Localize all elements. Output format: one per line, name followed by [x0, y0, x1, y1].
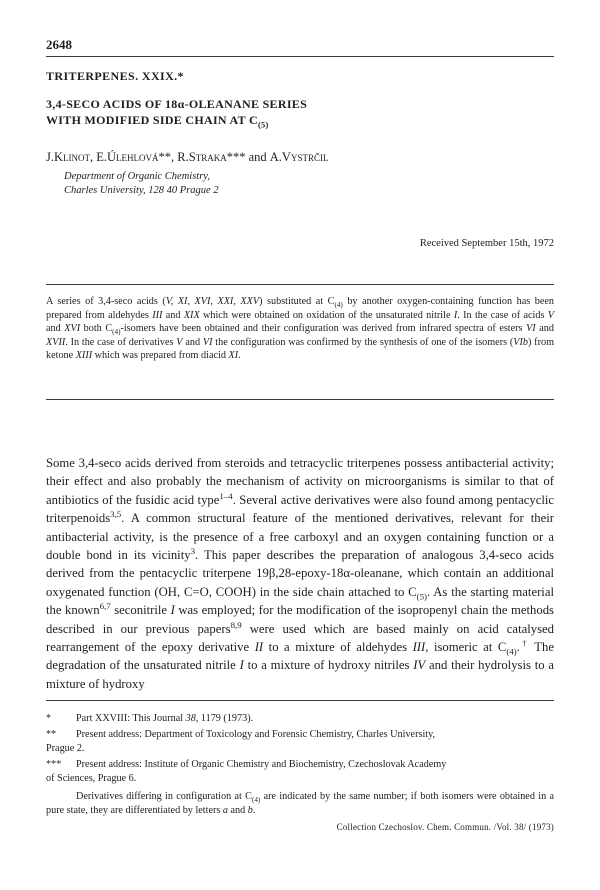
title-line-2: WITH MODIFIED SIDE CHAIN AT C	[46, 113, 258, 127]
author-4: A.Vystrčil	[269, 150, 329, 164]
footnote-2: ** Present address: Department of Toxicology and Forensic Chemistry, Charles University, Prague 2.	[46, 729, 436, 754]
journal-citation: Collection Czechoslov. Chem. Commun. /Vol. 38/ (1973)	[336, 822, 554, 832]
affiliation	[64, 170, 219, 198]
footnote-3: *** Present address: Institute of Organic Chemistry and Biochemistry, Czechoslovak Academy of Sciences, Prague 6.	[46, 759, 447, 784]
body-text	[46, 454, 554, 693]
body-paragraph: Some 3,4-seco acids derived from steroids and tetracyclic triterpenes possess antibacterial activity; their effect and also probably the mechanism of activity on microorganisms is similar to that of antibiotics of the fusidic acid type$^{1-4}$. Several active derivatives were also found among pentacyclic triterpenoids$^{3,5}$. A common structural feature of the mentioned derivatives, relevant for their antibacterial activity, is the presence of a free carboxyl and an oxygen containing function or a double bond in its vicinity$^3$. This paper describes the preparation of analogous 3,4-seco acids derived from the pentacyclic triterpene 19β,28-epoxy-18α-oleanane, which contain an additional oxygenated function (OH, C=O, COOH) in the side chain attached to $C_{(5)}$. As the starting material the known$^{6,7}$ seconitrile I was employed; for the modification of the isopropenyl chain the methods described in our previous papers$^{8,9}$ were used which are based mainly on acid catalysed rearrangement of the epoxy derivative II to a mixture of aldehydes III, isomeric at $C_{(4)}.^\dagger$ The degradation of the unsaturated nitrile I to a mixture of hydroxy nitriles IV and their hydrolysis to a mixture of hydroxy	[46, 456, 555, 691]
footnote-3-mark: ***	[46, 759, 62, 770]
affiliation-line-1: Department of Organic Chemistry,	[64, 171, 211, 182]
abstract-bottom-rule	[46, 399, 554, 400]
page	[46, 0, 554, 890]
author-2: E.Úlehlová**,	[96, 150, 175, 164]
affiliation-line-2: Charles University, 128 40 Prague 2	[64, 185, 219, 196]
header-rule	[46, 56, 554, 57]
author-1: J.Klinot,	[46, 150, 94, 164]
received-date: Received September 15th, 1972	[419, 238, 554, 249]
title-subscript: (5)	[257, 120, 269, 130]
abstract: A series of 3,4-seco acids (V, XI, XVI, XXI, XXV) substituted at $C_{(4)}$ by another oxygen-containing function has been prepared from aldehydes III and XIX which were obtained on oxidation of the unsaturated nitrile I. In the case of acids V and XVI both $C_{(4)}$-isomers have been obtained and their configuration was derived from infrared spectra of esters VI and XVII. In the case of derivatives V and VI the configuration was confirmed by the synthesis of one of the isomers (VIb) from ketone XIII which was prepared from diacid XI.	[46, 296, 555, 362]
title-line-1: 3,4-SECO ACIDS OF 18α-OLEANANE SERIES	[46, 97, 308, 111]
footnote-rule	[46, 700, 554, 701]
author-and: and	[248, 150, 267, 164]
author-3: R.Straka***	[177, 150, 246, 164]
article-title	[46, 96, 307, 128]
authors	[46, 150, 328, 165]
abstract-top-rule	[46, 284, 554, 285]
footnote-1: * Part XXVIII: This Journal 38, 1179 (1973).	[46, 713, 254, 724]
footnote-dagger: Derivatives differing in configuration at $C_{(4)}$ are indicated by the same number; if both isomers were obtained in a pure state, they are differentiated by letters a and b.	[46, 791, 554, 816]
page-number: 2648	[46, 37, 72, 52]
series-title: TRITERPENES. XXIX.*	[46, 69, 184, 83]
footnote-2-mark: **	[46, 729, 57, 740]
footnote-1-mark: *	[46, 713, 52, 724]
